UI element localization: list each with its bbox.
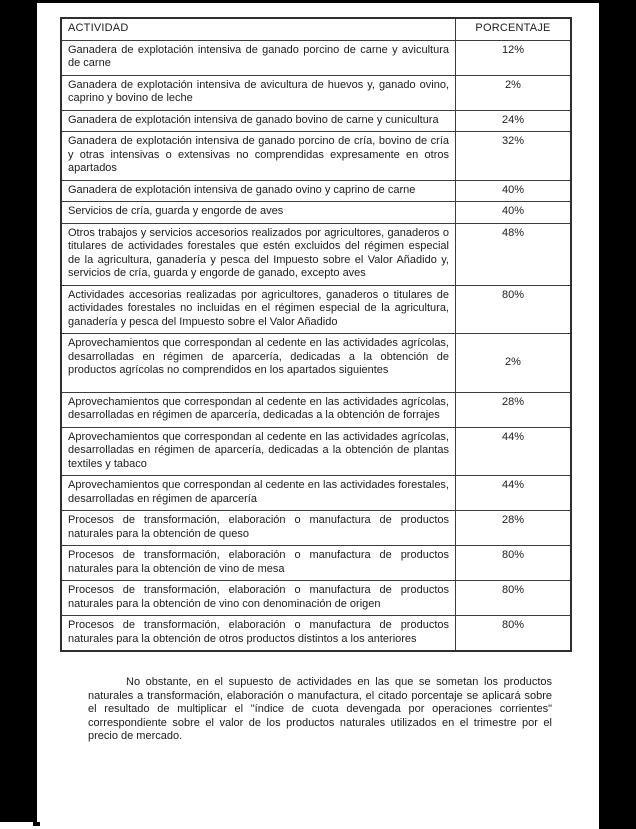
column-header-activity: ACTIVIDAD — [61, 18, 456, 40]
activity-cell: Aprovechamientos que correspondan al cedente en las actividades agrícolas, desarrolladas en régimen de aparcería, dedicadas a la obtención de productos agrícolas no comprendidos en los apartados siguientes — [61, 334, 456, 393]
table-row — [61, 427, 571, 476]
table-row — [61, 132, 571, 181]
table-row — [61, 546, 571, 581]
percentage-cell: 24% — [456, 110, 572, 132]
activity-cell: Servicios de cría, guarda y engorde de aves — [61, 202, 456, 224]
percentage-cell: 44% — [456, 427, 572, 476]
table-row — [61, 334, 571, 393]
activity-cell: Ganadera de explotación intensiva de ganado bovino de carne y cunicultura — [61, 110, 456, 132]
percentage-cell: 2% — [456, 75, 572, 110]
percentage-cell: 44% — [456, 476, 572, 511]
activity-cell: Aprovechamientos que correspondan al cedente en las actividades agrícolas, desarrolladas en régimen de aparcería, dedicadas a la obtención de forrajes — [61, 392, 456, 427]
table-row — [61, 476, 571, 511]
percentage-cell: 48% — [456, 223, 572, 285]
table-row — [61, 285, 571, 334]
activity-cell: Procesos de transformación, elaboración o manufactura de productos naturales para la obtención de queso — [61, 511, 456, 546]
percentage-cell: 80% — [456, 616, 572, 652]
percentage-cell: 80% — [456, 546, 572, 581]
scan-border-right — [599, 0, 636, 829]
percentage-cell: 40% — [456, 202, 572, 224]
activity-cell: Procesos de transformación, elaboración o manufactura de productos naturales para la obtención de vino con denominación de origen — [61, 581, 456, 616]
activity-cell: Ganadera de explotación intensiva de ganado porcino de carne y avicultura de carne — [61, 40, 456, 75]
activity-cell: Ganadera de explotación intensiva de avicultura de huevos y, ganado ovino, caprino y bovino de leche — [61, 75, 456, 110]
table-row — [61, 75, 571, 110]
activity-cell: Ganadera de explotación intensiva de ganado porcino de cría, bovino de cría y otras intensivas o extensivas no comprendidas expresamente en otros apartados — [61, 132, 456, 181]
percentage-cell: 28% — [456, 511, 572, 546]
table-header-row — [61, 18, 571, 40]
table-row — [61, 110, 571, 132]
scan-border-top — [37, 0, 599, 3]
activity-percentage-table — [60, 17, 572, 652]
percentage-cell: 12% — [456, 40, 572, 75]
footnote-paragraph: No obstante, en el supuesto de actividades en las que se sometan los productos naturales a transformación, elaboración o manufactura, el citado porcentaje se aplicará sobre el resultado de multiplicar el "índice de cuota devengada por operaciones corrientes" correspondiente sobre el valor de los productos naturales utilizados en el trimestre por el precio de mercado. — [88, 676, 552, 742]
scan-artifact — [33, 822, 40, 826]
percentage-cell: 32% — [456, 132, 572, 181]
activity-cell: Procesos de transformación, elaboración o manufactura de productos naturales para la obtención de otros productos distintos a los anteriores — [61, 616, 456, 652]
activity-cell: Procesos de transformación, elaboración o manufactura de productos naturales para la obtención de vino de mesa — [61, 546, 456, 581]
percentage-cell: 40% — [456, 180, 572, 202]
percentage-cell: 2% — [456, 334, 572, 393]
activity-cell: Aprovechamientos que correspondan al cedente en las actividades forestales, desarrolladas en régimen de aparcería — [61, 476, 456, 511]
table-row — [61, 180, 571, 202]
column-header-percentage: PORCENTAJE — [456, 18, 572, 40]
table-row — [61, 511, 571, 546]
table-row — [61, 40, 571, 75]
table-row — [61, 616, 571, 652]
table-row — [61, 581, 571, 616]
activity-cell: Aprovechamientos que correspondan al cedente en las actividades agrícolas, desarrolladas en régimen de aparcería, dedicadas a la obtención de plantas textiles y tabaco — [61, 427, 456, 476]
percentage-cell: 28% — [456, 392, 572, 427]
percentage-cell: 80% — [456, 285, 572, 334]
activity-cell: Otros trabajos y servicios accesorios realizados por agricultores, ganaderos o titulares de actividades forestales que estén excluidos del régimen especial de la agricultura, ganadería y pesca del Impuesto sobre el Valor Añadido y, servicios de cría, guarda y engorde de ganado, excepto aves — [61, 223, 456, 285]
table-row — [61, 223, 571, 285]
scan-border-left — [0, 0, 37, 822]
table-row — [61, 202, 571, 224]
activity-cell: Ganadera de explotación intensiva de ganado ovino y caprino de carne — [61, 180, 456, 202]
percentage-cell: 80% — [456, 581, 572, 616]
activity-cell: Actividades accesorias realizadas por agricultores, ganaderos o titulares de actividades forestales no incluidas en el régimen especial de la agricultura, ganadería y pesca del Impuesto sobre el Valor Añadido — [61, 285, 456, 334]
table-row — [61, 392, 571, 427]
